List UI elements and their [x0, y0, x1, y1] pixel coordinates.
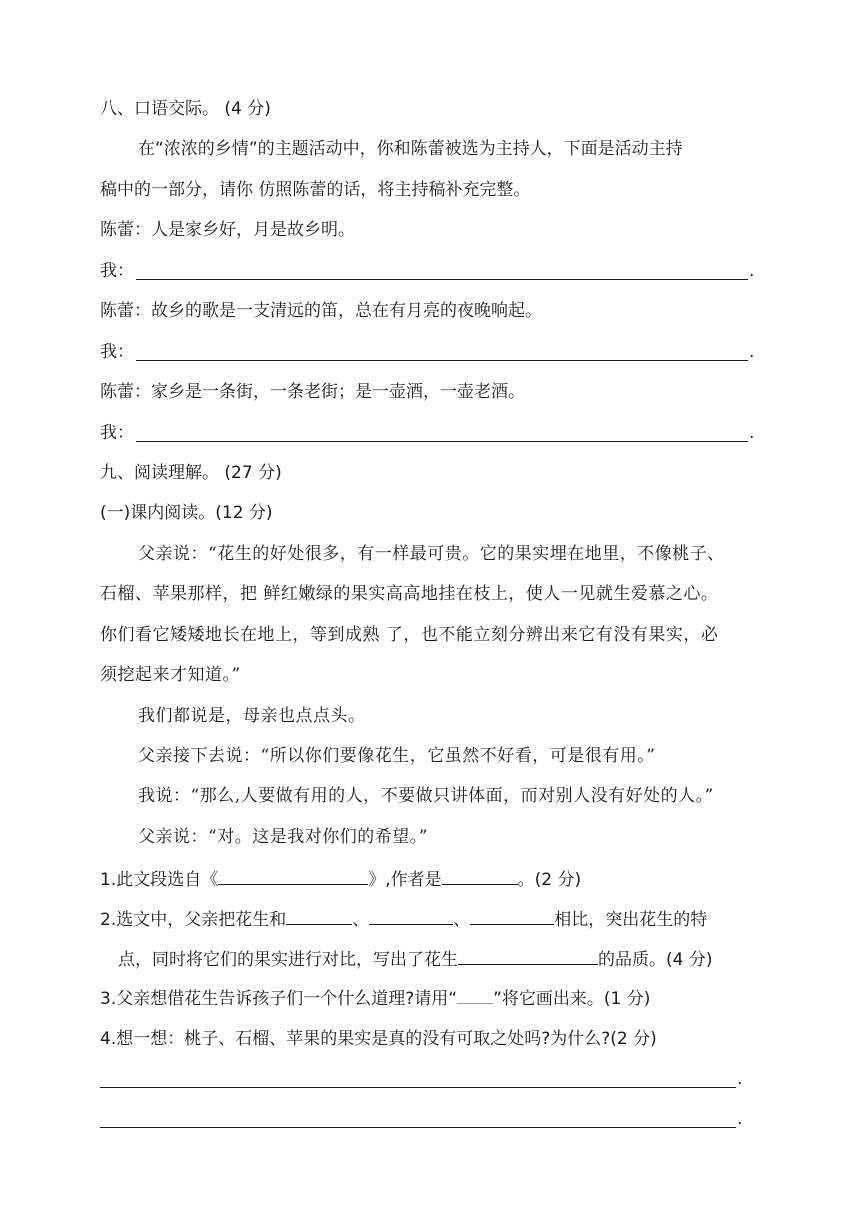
q2-blank-1[interactable]	[286, 906, 352, 925]
passage-line-1: 父亲说：“花生的好处很多，有一样最可贵。它的果实埋在地里，不像桃子、	[138, 544, 725, 564]
dialogue-me-label-1: 我：	[100, 261, 134, 281]
section9-heading: 九、阅读理解。 (27 分)	[100, 463, 282, 483]
question-3	[100, 987, 650, 1011]
dialogue-me-label-2: 我：	[100, 342, 134, 362]
q2-sep-1: 、	[352, 910, 370, 930]
q3-text-b: ”将它画出来。(1 分)	[493, 989, 651, 1009]
q1-text-a: 1.此文段选自《	[100, 870, 219, 890]
question-1	[100, 866, 581, 892]
q2-blank-quality[interactable]	[458, 946, 598, 965]
q4-answer-line-2[interactable]	[100, 1127, 736, 1128]
dialogue-chenlei-1: 陈蕾：人是家乡好，月是故乡明。	[100, 220, 355, 240]
question-2-line-1	[100, 906, 707, 932]
passage-line-8: 父亲说：“对。这是我对你们的希望。”	[138, 827, 428, 847]
q2-text-b: 相比，突出花生的特	[554, 910, 708, 930]
passage-line-6: 父亲接下去说：“所以你们要像花生，它虽然不好看，可是很有用。”	[138, 746, 656, 766]
q1-text-b: 》,作者是	[368, 870, 442, 890]
question-2-line-2	[118, 946, 712, 972]
answer-line-2[interactable]	[136, 360, 748, 361]
answer-line-1[interactable]	[136, 279, 748, 280]
answer-line-3[interactable]	[136, 441, 748, 442]
dialogue-chenlei-3: 陈蕾：家乡是一条街，一条老街；是一壶酒，一壶老酒。	[100, 382, 525, 402]
section8-heading: 八、口语交际。 (4 分)	[100, 99, 271, 119]
q3-underline-sample	[457, 989, 493, 1004]
q3-text-a: 3.父亲想借花生告诉孩子们一个什么道理?请用“	[100, 989, 458, 1009]
question-4: 4.想一想：桃子、石榴、苹果的果实是真的没有可取之处吗?为什么?(2 分)	[100, 1029, 657, 1049]
passage-line-5: 我们都说是，母亲也点点头。	[138, 706, 366, 726]
q2-blank-3[interactable]	[470, 906, 554, 925]
section8-intro-line1: 在“浓浓的乡情”的主题活动中，你和陈蕾被选为主持人，下面是活动主持	[138, 139, 683, 159]
q1-blank-source[interactable]	[218, 866, 368, 885]
answer-line-2-period: .	[749, 342, 755, 362]
q4-answer-line-2-period: .	[737, 1109, 743, 1129]
q4-answer-line-1[interactable]	[100, 1087, 736, 1088]
passage-line-7: 我说：“那么,人要做有用的人，不要做只讲体面，而对别人没有好处的人。”	[138, 786, 714, 806]
q1-blank-author[interactable]	[442, 866, 518, 885]
dialogue-me-label-3: 我：	[100, 423, 134, 443]
q2-text-d: 的品质。(4 分)	[598, 950, 713, 970]
passage-line-3: 你们看它矮矮地长在地上，等到成熟 了，也不能立刻分辨出来它有没有果实，必	[100, 625, 719, 645]
section8-intro-line2: 稿中的一部分，请你 仿照陈蕾的话，将主持稿补充完整。	[100, 180, 531, 200]
answer-line-3-period: .	[749, 423, 755, 443]
q2-sep-2: 、	[453, 910, 471, 930]
section9-subheading: (一)课内阅读。(12 分)	[100, 503, 273, 523]
q4-answer-line-1-period: .	[737, 1069, 743, 1089]
q1-text-c: 。(2 分)	[517, 870, 582, 890]
dialogue-chenlei-2: 陈蕾：故乡的歌是一支清远的笛，总在有月亮的夜晚响起。	[100, 301, 542, 321]
passage-line-4: 须挖起来才知道。”	[100, 665, 241, 685]
passage-line-2: 石榴、苹果那样，把 鲜红嫩绿的果实高高地挂在枝上，使人一见就生爱慕之心。	[100, 584, 719, 604]
q2-blank-2[interactable]	[369, 906, 453, 925]
q2-text-c: 点，同时将它们的果实进行对比，写出了花生	[118, 950, 458, 970]
answer-line-1-period: .	[749, 261, 755, 281]
q2-text-a: 2.选文中，父亲把花生和	[100, 910, 287, 930]
